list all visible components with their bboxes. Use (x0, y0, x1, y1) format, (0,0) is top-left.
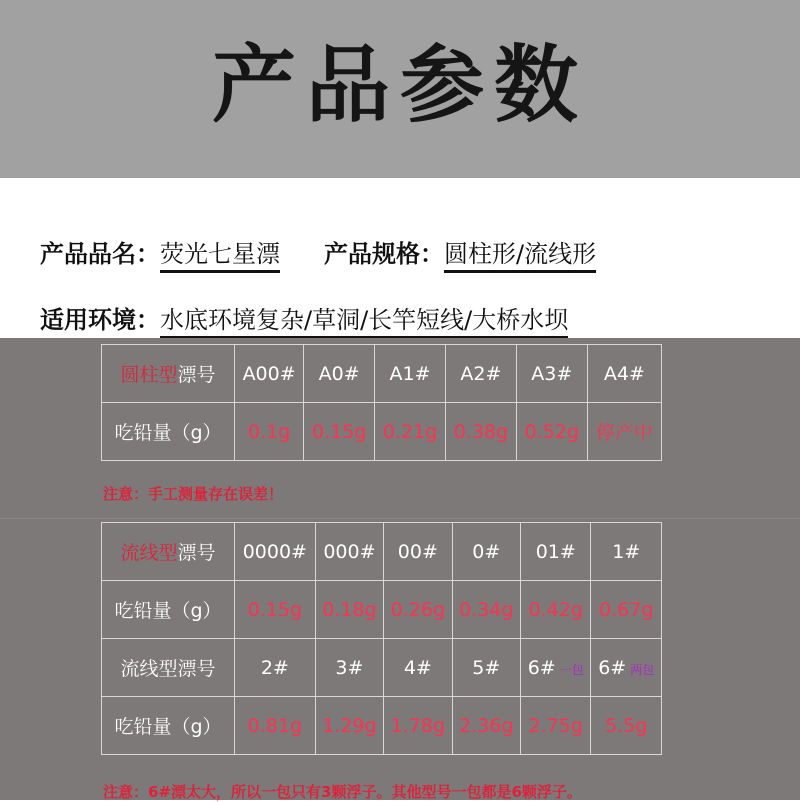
info-line-name-spec (40, 234, 596, 269)
weight-cell: 0.67g (591, 581, 662, 639)
weight-cell: 2.36g (452, 697, 520, 755)
weight-cell: 0.34g (452, 581, 520, 639)
weight-cell: 0.26g (384, 581, 452, 639)
size-cell: A1# (375, 345, 446, 403)
size-cell: 2# (235, 639, 316, 697)
size-cell: A2# (445, 345, 516, 403)
table-row (102, 581, 662, 639)
pack-count-note: 注意：6#漂太大，所以一包只有3颗浮子。其他型号一包都是6颗浮子。 (103, 783, 582, 801)
weight-cell: 停产中 (587, 403, 661, 461)
environment-label: 适用环境： (40, 306, 160, 334)
pack-one-label: 一包 (559, 662, 584, 677)
size-cell (591, 639, 662, 697)
product-spec-value: 圆柱形/流线形 (444, 240, 596, 273)
weight-cell: 5.5g (591, 697, 662, 755)
size-cell: 4# (384, 639, 452, 697)
weight-cell: 1.78g (384, 697, 452, 755)
product-name-value: 荧光七星漂 (160, 240, 280, 273)
weight-cell: 0.1g (235, 403, 304, 461)
size-label: 6# (527, 656, 556, 679)
streamline-header-rest: 漂号 (177, 542, 216, 564)
weight-cell: 0.38g (445, 403, 516, 461)
weight-label-cell: 吃铅量（g） (102, 403, 235, 461)
pack-two-label: 两包 (630, 662, 655, 677)
size-cell: 5# (452, 639, 520, 697)
cylinder-header-red: 圆柱型 (120, 364, 178, 386)
product-name-label: 产品品名： (40, 240, 160, 268)
table-row (102, 403, 662, 461)
size-cell: A4# (587, 345, 661, 403)
weight-cell: 0.15g (304, 403, 375, 461)
size-cell: 00# (384, 523, 452, 581)
table-row (102, 639, 662, 697)
streamline-header-cell (102, 523, 235, 581)
spec-panel (0, 338, 800, 800)
size-cell: A3# (516, 345, 587, 403)
weight-cell: 0.21g (375, 403, 446, 461)
streamline-header2-cell: 流线型漂号 (102, 639, 235, 697)
size-cell: 1# (591, 523, 662, 581)
divider (0, 518, 800, 519)
cylinder-header-rest: 漂号 (177, 364, 216, 386)
weight-label-cell: 吃铅量（g） (102, 581, 235, 639)
size-cell: 000# (315, 523, 383, 581)
size-cell: 3# (315, 639, 383, 697)
size-cell (521, 639, 591, 697)
product-spec-label: 产品规格： (324, 240, 444, 268)
weight-cell: 1.29g (315, 697, 383, 755)
measurement-note: 注意：手工测量存在误差！ (103, 485, 284, 503)
table-row (102, 523, 662, 581)
weight-cell: 0.18g (315, 581, 383, 639)
weight-cell: 0.81g (235, 697, 316, 755)
title-banner (0, 0, 800, 178)
size-cell: A00# (235, 345, 304, 403)
size-label: 6# (598, 656, 627, 679)
environment-value: 水底环境复杂/草洞/长竿短线/大桥水坝 (160, 306, 568, 339)
size-cell: 0000# (235, 523, 316, 581)
cylinder-header-cell (102, 345, 235, 403)
table-row (102, 345, 662, 403)
size-cell: A0# (304, 345, 375, 403)
product-info (0, 178, 800, 338)
size-cell: 01# (521, 523, 591, 581)
streamline-header-red: 流线型 (120, 542, 178, 564)
weight-cell: 0.52g (516, 403, 587, 461)
page-title: 产品参数 (211, 35, 588, 134)
weight-cell: 2.75g (521, 697, 591, 755)
info-line-environment (40, 300, 568, 335)
cylinder-spec-table (101, 344, 662, 461)
size-cell: 0# (452, 523, 520, 581)
streamline-spec-table (101, 522, 662, 755)
weight-label-cell: 吃铅量（g） (102, 697, 235, 755)
table-row (102, 697, 662, 755)
weight-cell: 0.42g (521, 581, 591, 639)
weight-cell: 0.15g (235, 581, 316, 639)
